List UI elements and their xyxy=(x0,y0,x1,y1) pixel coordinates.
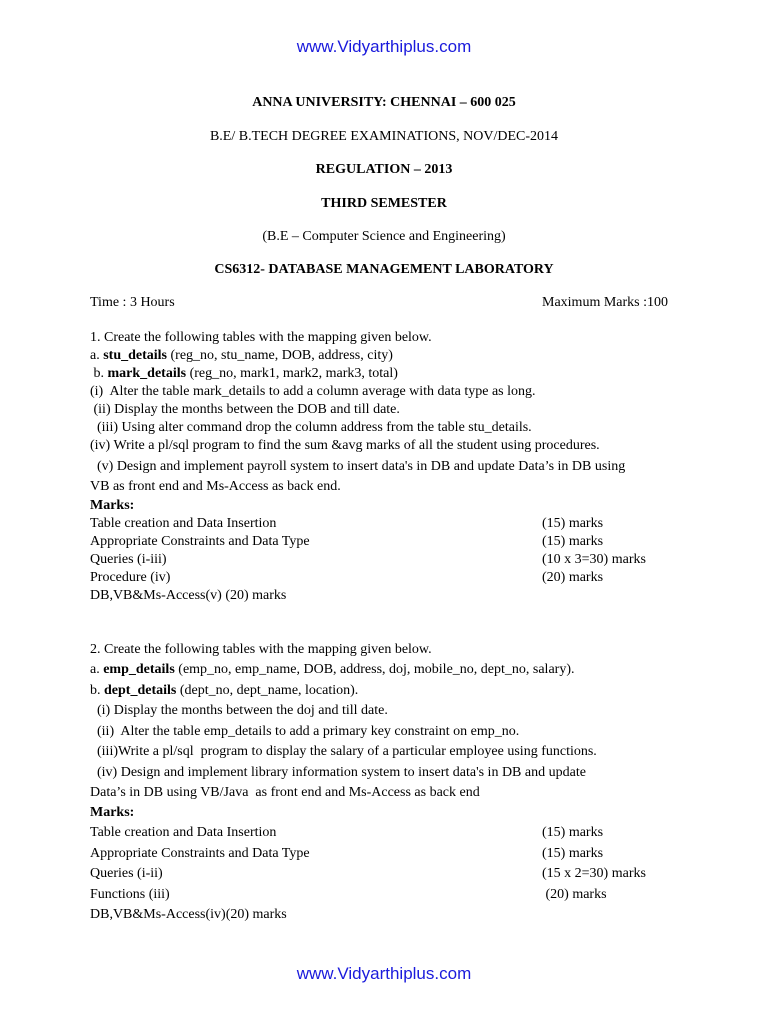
q2-marks-heading: Marks: xyxy=(90,805,135,820)
semester-title: THIRD SEMESTER xyxy=(321,196,447,211)
max-marks-label: Maximum Marks :100 xyxy=(542,295,668,310)
q2-item-i: (i) Display the months between the doj and till date. xyxy=(90,703,388,718)
q2-b-prefix: b. xyxy=(90,683,104,698)
q1-item-iv: (iv) Write a pl/sql program to find the sum &avg marks of all the student using procedures. xyxy=(90,438,600,453)
q2-mark-value: (15) marks xyxy=(542,846,604,861)
q2-table-b xyxy=(90,682,690,700)
q1-mark-value: (15) marks xyxy=(542,516,604,531)
q2-item-ii: (ii) Alter the table emp_details to add a primary key constraint on emp_no. xyxy=(90,724,520,739)
q2-mark-label: Appropriate Constraints and Data Type xyxy=(90,846,310,861)
branch-title: (B.E – Computer Science and Engineering) xyxy=(262,229,506,244)
q1-last-mark: DB,VB&Ms-Access(v) (20) marks xyxy=(90,588,287,603)
q1-b-prefix: b. xyxy=(90,366,108,381)
q1-mark-label: Procedure (iv) xyxy=(90,570,171,585)
site-link-top[interactable]: www.Vidyarthiplus.com xyxy=(296,37,472,56)
q1-marks-heading: Marks: xyxy=(90,498,135,513)
q1-intro: 1. Create the following tables with the mapping given below. xyxy=(90,330,432,345)
q2-a-table-name: emp_details xyxy=(103,662,175,677)
q1-mark-value: (20) marks xyxy=(542,570,604,585)
q2-intro: 2. Create the following tables with the mapping given below. xyxy=(90,642,432,657)
time-label: Time : 3 Hours xyxy=(90,295,175,310)
q1-table-b xyxy=(90,365,690,383)
regulation-title: REGULATION – 2013 xyxy=(315,162,453,177)
q2-mark-label: Queries (i-ii) xyxy=(90,866,163,881)
q2-table-a xyxy=(90,661,690,679)
q2-item-iii: (iii)Write a pl/sql program to display the salary of a particular employee using functions. xyxy=(90,744,597,759)
q1-item-v: (v) Design and implement payroll system to insert data's in DB and update Data’s in DB using xyxy=(90,459,626,474)
q1-item-v-cont: VB as front end and Ms-Access as back end. xyxy=(90,479,341,494)
q2-item-iv: (iv) Design and implement library information system to insert data's in DB and update xyxy=(90,765,586,780)
q1-item-i: (i) Alter the table mark_details to add a column average with data type as long. xyxy=(90,384,536,399)
q2-item-iv-cont: Data’s in DB using VB/Java as front end and Ms-Access as back end xyxy=(90,785,480,800)
subject-title: CS6312- DATABASE MANAGEMENT LABORATORY xyxy=(214,262,554,277)
q1-b-table-name: mark_details xyxy=(107,366,187,381)
q1-mark-value: (15) marks xyxy=(542,534,604,549)
q1-a-columns: (reg_no, stu_name, DOB, address, city) xyxy=(167,348,393,363)
q2-b-columns: (dept_no, dept_name, location). xyxy=(176,683,359,698)
q2-b-table-name: dept_details xyxy=(104,683,177,698)
q2-a-prefix: a. xyxy=(90,662,104,677)
q1-mark-label: Appropriate Constraints and Data Type xyxy=(90,534,310,549)
exam-title: B.E/ B.TECH DEGREE EXAMINATIONS, NOV/DEC-2014 xyxy=(209,129,559,144)
q1-a-prefix: a. xyxy=(90,348,104,363)
site-link-bottom[interactable]: www.Vidyarthiplus.com xyxy=(296,964,472,983)
q2-last-mark: DB,VB&Ms-Access(iv)(20) marks xyxy=(90,907,287,922)
q1-mark-label: Table creation and Data Insertion xyxy=(90,516,277,531)
q1-mark-label: Queries (i-iii) xyxy=(90,552,167,567)
q1-b-columns: (reg_no, mark1, mark2, mark3, total) xyxy=(186,366,398,381)
university-title: ANNA UNIVERSITY: CHENNAI – 600 025 xyxy=(252,95,516,110)
q1-a-table-name: stu_details xyxy=(103,348,168,363)
q2-mark-label: Functions (iii) xyxy=(90,887,170,902)
q1-table-a xyxy=(90,347,690,365)
q2-a-columns: (emp_no, emp_name, DOB, address, doj, mobile_no, dept_no, salary). xyxy=(174,662,575,677)
q1-item-iii: (iii) Using alter command drop the column address from the table stu_details. xyxy=(90,420,532,435)
q1-item-ii: (ii) Display the months between the DOB and till date. xyxy=(90,402,400,417)
q2-mark-value: (15) marks xyxy=(542,825,604,840)
q1-mark-value: (10 x 3=30) marks xyxy=(542,552,646,567)
q2-mark-label: Table creation and Data Insertion xyxy=(90,825,277,840)
q2-mark-value: (15 x 2=30) marks xyxy=(542,866,646,881)
q2-mark-value: (20) marks xyxy=(542,887,607,902)
